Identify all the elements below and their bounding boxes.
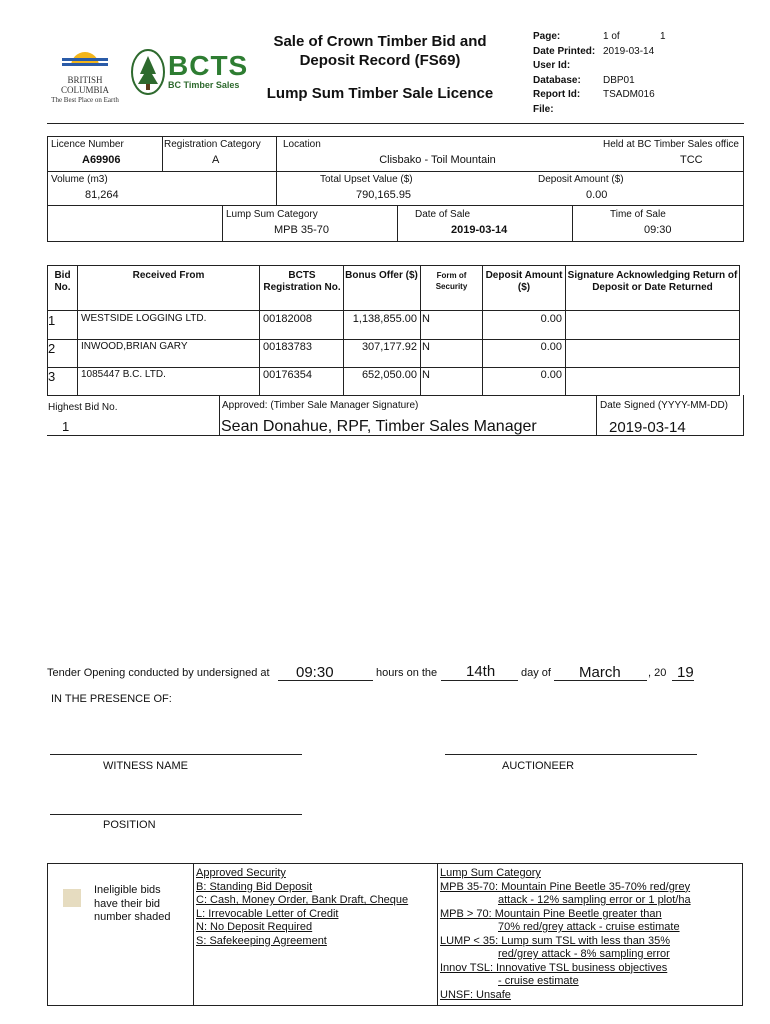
lump-title: Lump Sum Category — [440, 867, 541, 879]
bcts-reg: 00182008 — [263, 313, 312, 325]
bcts-reg: 00183783 — [263, 341, 312, 353]
reg-category-label: Registration Category — [164, 139, 261, 150]
title-line1: Sale of Crown Timber Bid and — [273, 33, 487, 50]
security-item: L: Irrevocable Letter of Credit — [196, 907, 339, 920]
page-label: Page: — [533, 31, 561, 42]
bc-logo — [50, 40, 120, 102]
form-security: N — [422, 369, 430, 381]
tender-time[interactable]: 09:30 — [296, 664, 334, 681]
security-title: Approved Security — [196, 867, 286, 879]
lump-line: Innov TSL: Innovative TSL business objectives — [440, 961, 668, 974]
lump-line: 70% red/grey attack - cruise estimate — [498, 921, 680, 933]
licence-number: A69906 — [82, 154, 121, 166]
sunrise-icon — [50, 40, 120, 70]
volume-value: 81,264 — [85, 189, 119, 201]
lump-line: - cruise estimate — [498, 975, 579, 987]
deposit-value: 0.00 — [586, 189, 608, 201]
office-value: TCC — [680, 154, 703, 166]
col-bonus: Bonus Offer ($) — [345, 270, 418, 281]
tender-year[interactable]: 19 — [677, 664, 694, 681]
bcts-logo-sub: BC Timber Sales — [168, 80, 240, 90]
volume-label: Volume (m3) — [51, 174, 108, 185]
tender-text-3: day of — [521, 667, 551, 679]
witness-line[interactable] — [50, 754, 302, 755]
bcts-reg: 00176354 — [263, 369, 312, 381]
deposit-label: Deposit Amount ($) — [538, 174, 624, 185]
bc-logo-line2: COLUMBIA — [60, 85, 109, 95]
date-sale-label: Date of Sale — [415, 209, 471, 220]
lump-line: LUMP < 35: Lump sum TSL with less than 35% — [440, 934, 670, 947]
tender-text-2: hours on the — [376, 667, 438, 679]
deposit-amount: 0.00 — [540, 341, 562, 353]
col-deposit: Deposit Amount ($) — [485, 270, 563, 293]
col-bid-no: Bid No. — [54, 270, 71, 293]
bonus-offer: 307,177.92 — [361, 341, 417, 353]
witness-label: WITNESS NAME — [103, 760, 188, 772]
tender-day[interactable]: 14th — [466, 663, 496, 680]
page-subtitle: Lump Sum Timber Sale Licence — [266, 85, 494, 102]
lump-line: attack - 12% sampling error or 1 plot/ha — [498, 894, 691, 906]
security-item: B: Standing Bid Deposit — [196, 880, 313, 893]
bcts-logo: BCTS — [168, 50, 249, 81]
bcts-seal-icon — [130, 48, 166, 101]
deposit-amount: 0.00 — [540, 313, 562, 325]
reportid-value: TSADM016 — [603, 89, 655, 100]
lump-line: UNSF: Unsafe — [440, 988, 511, 1001]
file-label: File: — [533, 103, 554, 115]
lump-line: MPB 35-70: Mountain Pine Beetle 35-70% red/grey — [440, 880, 691, 893]
date-signed-label: Date Signed (YYYY-MM-DD) — [600, 400, 729, 411]
col-form-security: Form of Security — [435, 271, 468, 291]
security-item: N: No Deposit Required — [196, 921, 313, 933]
reg-category: A — [212, 154, 220, 166]
highest-bid-value: 1 — [62, 419, 70, 434]
bid-no: 1 — [48, 313, 56, 328]
page-title — [255, 32, 505, 70]
office-label: Held at BC Timber Sales office — [603, 139, 739, 150]
bonus-offer: 1,138,855.00 — [352, 313, 417, 325]
form-security: N — [422, 341, 430, 353]
bid-no: 2 — [48, 341, 56, 356]
lump-line: MPB > 70: Mountain Pine Beetle greater than — [440, 907, 662, 920]
location-value: Clisbako - Toil Mountain — [379, 154, 496, 166]
lump-cat-label: Lump Sum Category — [226, 209, 318, 220]
bid-no: 3 — [48, 369, 56, 384]
header-divider — [47, 123, 744, 124]
ineligible-line: Ineligible bids — [94, 884, 161, 896]
ineligible-note — [94, 884, 170, 925]
col-received-from: Received From — [132, 270, 205, 281]
approved-label: Approved: (Timber Sale Manager Signature) — [222, 400, 419, 411]
lump-sum-legend — [440, 867, 738, 1002]
reportid-label: Report Id: — [533, 89, 581, 100]
deposit-amount: 0.00 — [540, 369, 562, 381]
report-meta — [533, 30, 753, 117]
bc-logo-line1: BRITISH — [67, 75, 103, 85]
date-sale-value: 2019-03-14 — [451, 224, 508, 236]
position-line[interactable] — [50, 814, 302, 815]
printed-label: Date Printed: — [533, 45, 596, 57]
time-sale-label: Time of Sale — [610, 209, 666, 220]
lump-line: red/grey attack - 8% sampling error — [498, 948, 670, 960]
col-bcts-reg: BCTS Registration No. — [263, 270, 341, 293]
highest-bid-label: Highest Bid No. — [48, 402, 118, 413]
ineligible-line: have their bid — [94, 897, 161, 910]
licence-number-label: Licence Number — [51, 139, 124, 150]
location-label: Location — [283, 139, 321, 150]
time-sale-value: 09:30 — [644, 224, 672, 236]
form-security: N — [422, 313, 430, 325]
upset-label: Total Upset Value ($) — [320, 174, 413, 185]
title-line2: Deposit Record (FS69) — [299, 52, 461, 69]
lump-cat-value: MPB 35-70 — [274, 224, 330, 236]
bonus-offer: 652,050.00 — [361, 369, 417, 381]
printed-value: 2019-03-14 — [603, 45, 655, 57]
tender-text-4: , 20 — [648, 667, 667, 679]
auctioneer-line[interactable] — [445, 754, 697, 755]
database-value: DBP01 — [603, 74, 635, 86]
received-from: 1085447 B.C. LTD. — [81, 369, 166, 380]
presence-label: IN THE PRESENCE OF: — [51, 693, 172, 705]
received-from: WESTSIDE LOGGING LTD. — [81, 313, 207, 324]
bc-logo-tagline: The Best Place on Earth — [51, 96, 119, 104]
approved-security-list — [196, 867, 408, 948]
page-total: 1 — [660, 31, 666, 42]
database-label: Database: — [533, 74, 581, 86]
page-value: 1 of — [603, 31, 620, 42]
tender-text-1: Tender Opening conducted by undersigned at — [47, 667, 270, 679]
position-label: POSITION — [103, 819, 156, 831]
col-signature: Signature Acknowledging Return of Deposit or Date Returned — [567, 270, 738, 293]
auctioneer-label: AUCTIONEER — [502, 760, 575, 772]
ineligible-line: number shaded — [94, 911, 171, 923]
approved-signature: Sean Donahue, RPF, Timber Sales Manager — [221, 418, 537, 435]
tender-month[interactable]: March — [579, 664, 621, 681]
date-signed-value: 2019-03-14 — [609, 419, 686, 436]
received-from: INWOOD,BRIAN GARY — [81, 341, 188, 352]
security-item: S: Safekeeping Agreement — [196, 934, 327, 947]
upset-value: 790,165.95 — [356, 189, 412, 201]
userid-label: User Id: — [533, 60, 571, 71]
security-item: C: Cash, Money Order, Bank Draft, Cheque — [196, 894, 409, 906]
shaded-swatch — [63, 889, 81, 907]
